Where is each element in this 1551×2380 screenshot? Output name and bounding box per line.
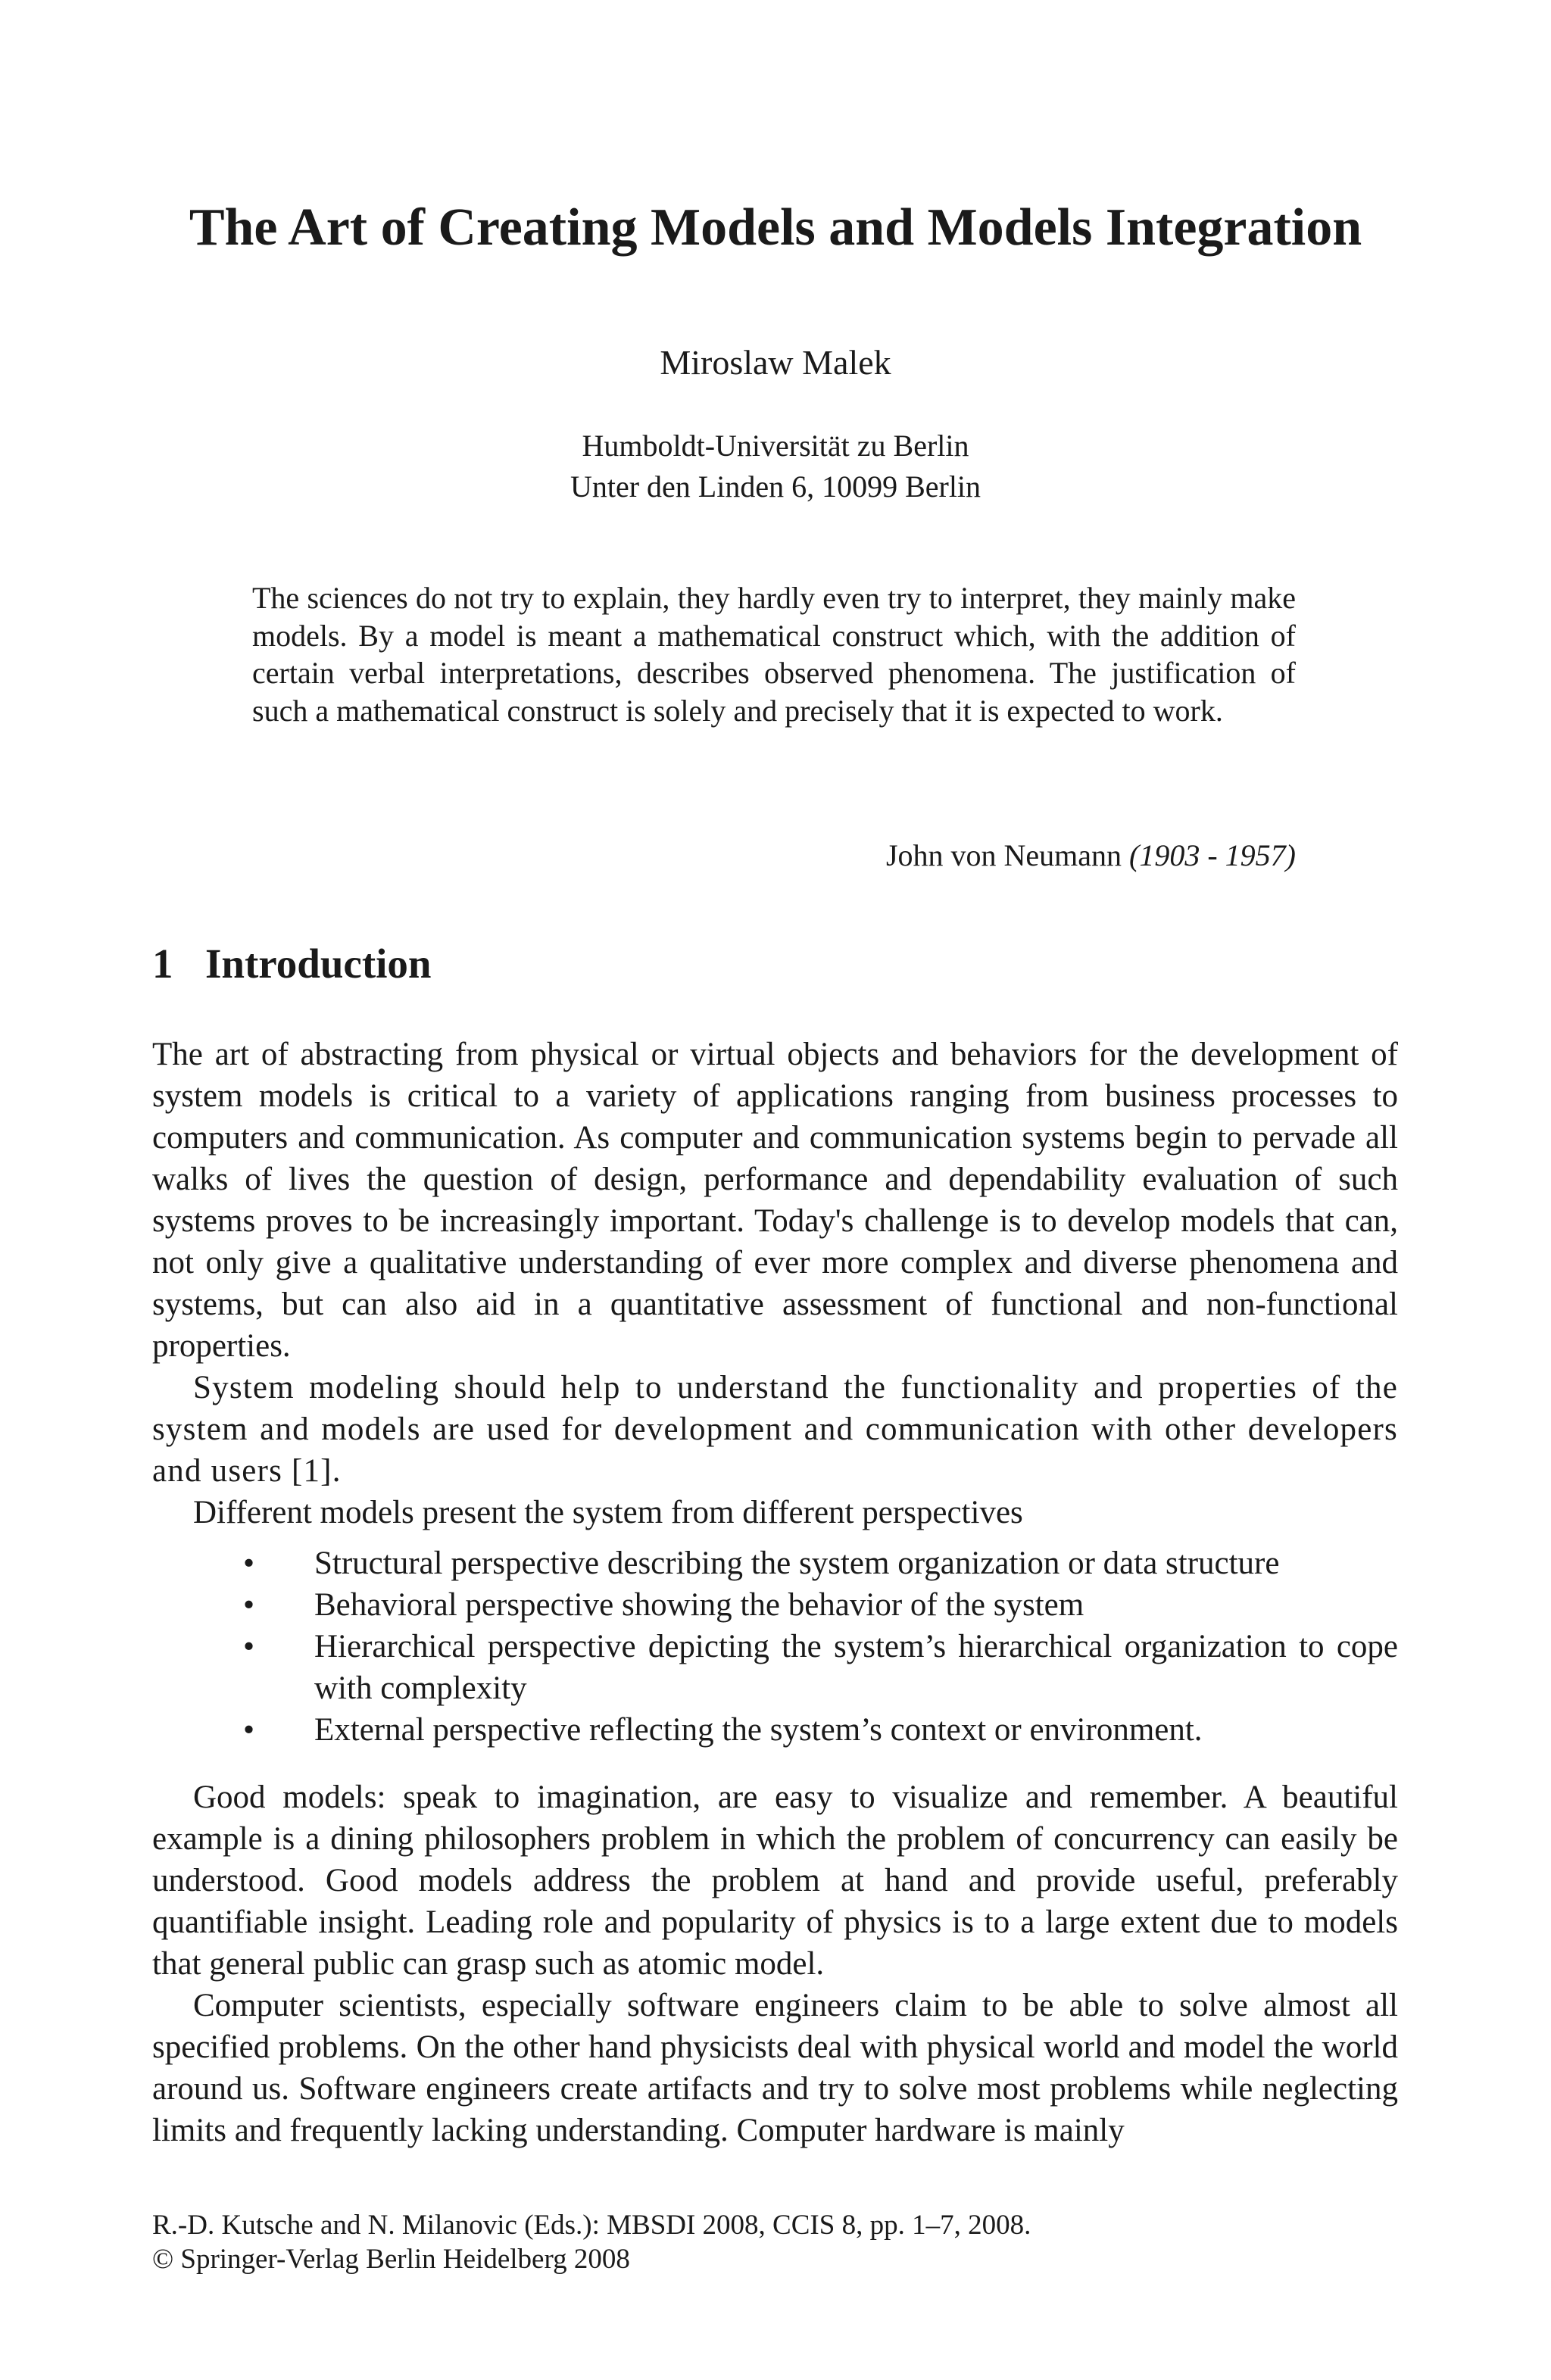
footer-copyright: © Springer-Verlag Berlin Heidelberg 2008: [152, 2244, 630, 2275]
list-item-text: Hierarchical perspective depicting the system’s hierarchical organization to cope with complexity: [314, 1629, 1398, 1706]
body-paragraph: System modeling should help to understand the functionality and properties of the system and models are used for development and communication with other developers and users [1].: [152, 1370, 1398, 1489]
epigraph-quote: The sciences do not try to explain, they hardly even try to interpret, they mainly make models. By a model is meant a mathematical construct which, with the addition of certain verbal interpretations, describes observed phenomena. The justification of such a mathematical construct is solely and precisely that it is expected to work.: [252, 581, 1296, 728]
bullet-icon: •: [243, 1587, 255, 1623]
author-name: Miroslaw Malek: [660, 343, 891, 382]
page-footer: [152, 2208, 1031, 2276]
body-text: [152, 1034, 1398, 2151]
list-item: [243, 1626, 1398, 1709]
list-item-text: Behavioral perspective showing the behavior of the system: [314, 1587, 1084, 1623]
epigraph-attribution-name: John von Neumann: [885, 838, 1122, 872]
list-item: [243, 1709, 1398, 1751]
bullet-icon: •: [243, 1629, 255, 1664]
bullet-icon: •: [243, 1712, 255, 1748]
footer-citation: R.-D. Kutsche and N. Milanovic (Eds.): MBSDI 2008, CCIS 8, pp. 1–7, 2008.: [152, 2210, 1031, 2241]
body-paragraph: Different models present the system from different perspectives: [193, 1495, 1023, 1530]
list-item: [243, 1584, 1398, 1626]
bullet-icon: •: [243, 1546, 255, 1581]
body-paragraph: Good models: speak to imagination, are easy to visualize and remember. A beautiful example is a dining philosophers problem in which the problem of concurrency can easily be understood. Good models address the problem at hand and provide useful, preferably quantifiable insight. Leading role and popularity of physics is to a large extent due to models that general public can grasp such as atomic model.: [152, 1780, 1398, 1982]
section-heading: [152, 939, 432, 989]
list-item-text: Structural perspective describing the system organization or data structure: [314, 1546, 1280, 1581]
section-number: 1: [152, 940, 173, 987]
list-item-text: External perspective reflecting the system’s context or environment.: [314, 1712, 1203, 1748]
section-title: Introduction: [205, 940, 432, 987]
body-paragraph: The art of abstracting from physical or virtual objects and behaviors for the development of system models is critical to a variety of applications ranging from business processes to computers and communication. As computer and communication systems begin to pervade all walks of lives the question of design, performance and dependability evaluation of such systems proves to be increasingly important. Today's challenge is to develop models that can, not only give a qualitative understanding of ever more complex and diverse phenomena and systems, but can also aid in a quantitative assessment of functional and non-functional properties.: [152, 1037, 1398, 1364]
paper-title: The Art of Creating Models and Models Integration: [189, 198, 1362, 257]
affiliation-address: Unter den Linden 6, 10099 Berlin: [570, 469, 981, 504]
author-affiliation: [0, 426, 1551, 507]
list-item: [243, 1542, 1398, 1584]
epigraph-attribution: [886, 837, 1296, 875]
affiliation-institution: Humboldt-Universität zu Berlin: [582, 429, 969, 463]
epigraph-attribution-years: (1903 - 1957): [1129, 838, 1296, 872]
body-paragraph: Computer scientists, especially software engineers claim to be able to solve almost all specified problems. On the other hand physicists deal with physical world and model the world around us. Software engineers create artifacts and try to solve most problems while neglecting limits and frequently lacking understanding. Computer hardware is mainly: [152, 1988, 1398, 2148]
perspective-list: [152, 1542, 1398, 1751]
